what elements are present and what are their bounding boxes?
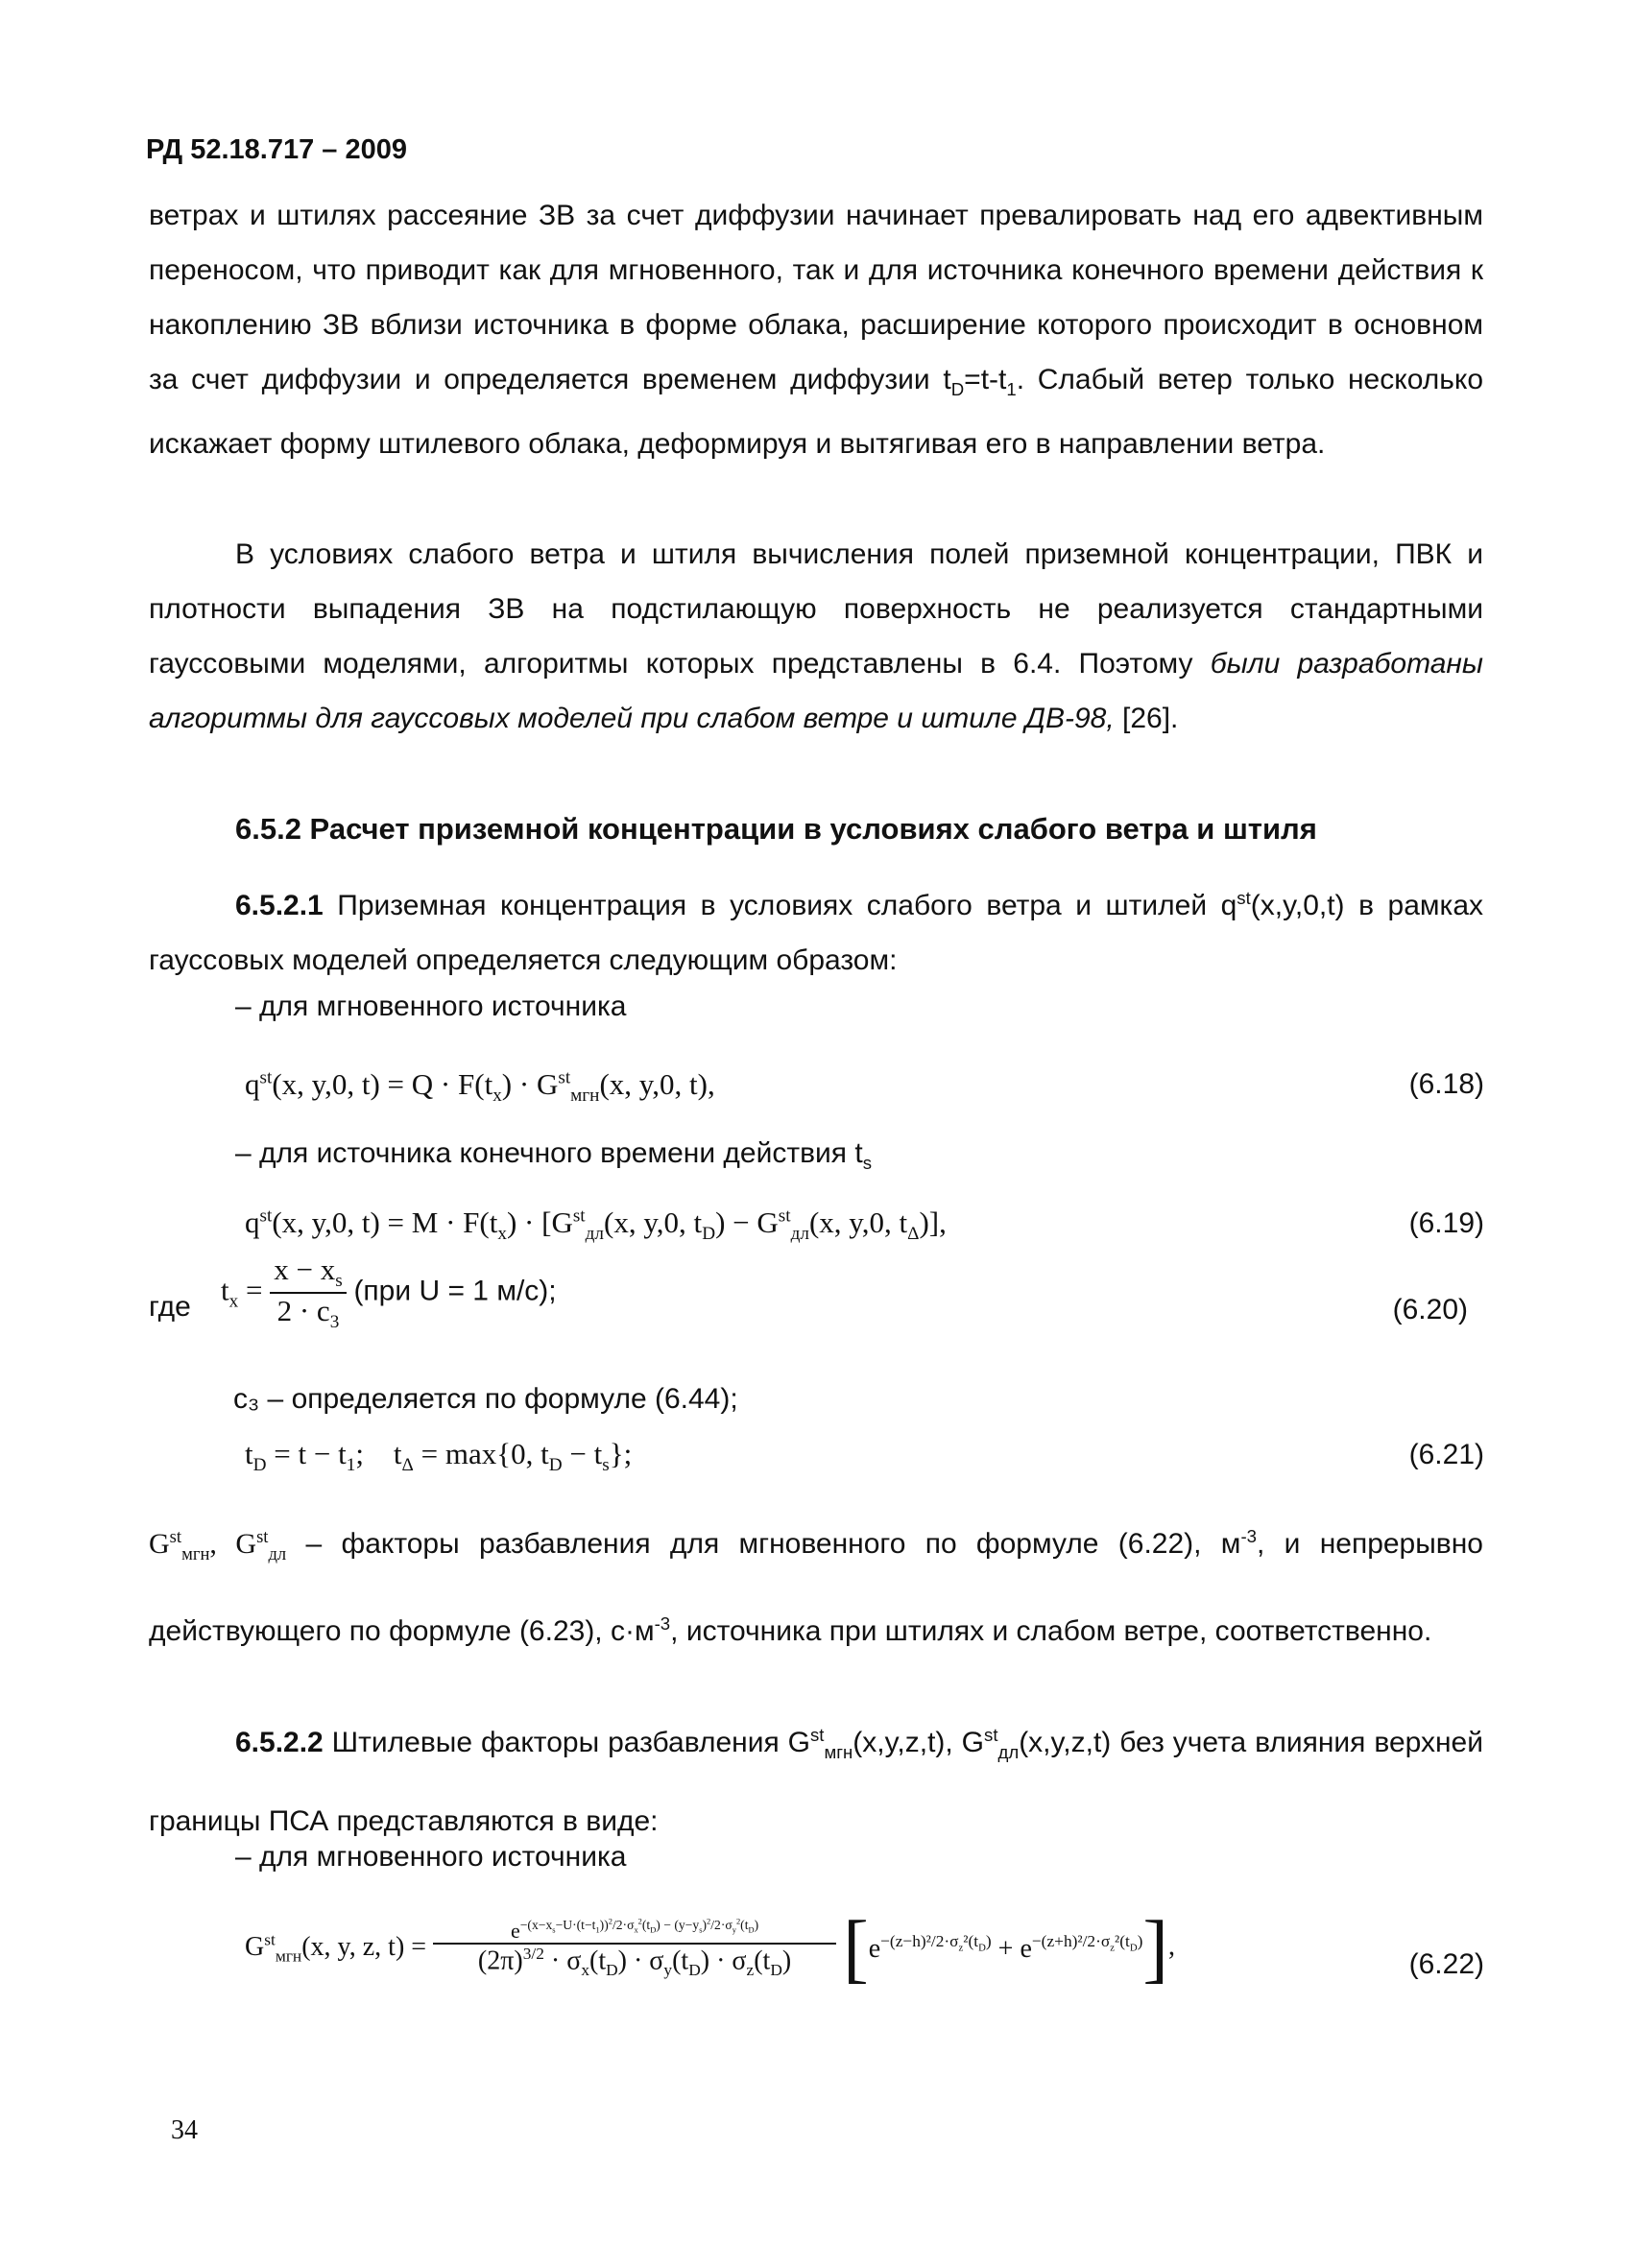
- equation-number-6-20: (6.20): [1392, 1294, 1468, 1325]
- equation-number-6-22: (6.22): [1408, 1948, 1484, 1980]
- formula-6-21: $t_D = t - t_1$; $t_\Delta = \max\{0$, $t_D - t_s$};: [245, 1437, 633, 1476]
- formula-6-20: $t_x$ = $\frac{x - x_s}{2 \cdot c_3}$ (при U = 1 м/с);: [221, 1253, 557, 1333]
- document-header: РД 52.18.717 – 2009: [146, 134, 408, 165]
- paragraph-1: ветрах и штилях рассеяние ЗВ за счет диффузии начинает превалировать над его адвективным переносом, что приводит как для мгновенного, так и для источника конечного времени действия к накоплению ЗВ вблизи источника в форме облака, расширение которого происходит в основном за счет диффузии и определяется временем диффузии $t_D=t-t_1$. Слабый ветер только несколько искажает форму штилевого облака, деформируя и вытягивая его в направлении ветра.: [149, 200, 1484, 460]
- formula-6-19: $q^{st}(x$, y,0, $t) = M \cdot F(t_x) \cdot [G^{st}_{дл}(x$, y,0, $t_D) - G^{st}_{дл}(x$, y,0, $t_\Delta$)],: [245, 1206, 947, 1245]
- paragraph-4: $G^{st}_{мгн}$, $G^{st}_{дл}$ – факторы разбавления для мгновенного по формуле (6.22), $м^{-3}$, и непрерывно действующего по формуле (6.23), $с\cdot м^{-3}$, источника при штилях и слабом ветре, соответственно.: [149, 1526, 1483, 1647]
- equation-number-6-19: (6.19): [1408, 1207, 1484, 1239]
- equation-number-6-21: (6.21): [1408, 1439, 1484, 1470]
- paragraph-2: В условиях слабого ветра и штиля вычисления полей приземной концентрации, ПВК и плотности выпадения ЗВ на подстилающую поверхность не реализуется стандартными гауссовыми моделями, алгоритмы которых представлены в 6.4. Поэтому были разработаны алгоритмы для гауссовых моделей при слабом ветре и штиле ДВ-98, [26].: [149, 538, 1483, 734]
- equation-number-6-18: (6.18): [1408, 1068, 1484, 1100]
- fraction: $\frac{x - x_s}{2 \cdot c_3}$: [270, 1253, 346, 1333]
- page-number: 34: [171, 2115, 198, 2145]
- list-item-finite-source: – для источника конечного времени действия $t_s$: [235, 1137, 873, 1173]
- formula-6-22: $G^{st}_{мгн}(x$, y, z, t) = $\frac{e^{-(x-x_s-U\cdot(t-t_1))^2/2\cdot\sigma_x^2(t_D) - (y-y_s)^2/2\cdot\sigma_y^2(t_D)}}{(2\pi)^{3/2} \cdot \sigma_x(t_D) \cdot \sigma_y(t_D) \cdot \sigma_z(t_D)}$ $[e^{-(z-h)^2/2\cdot\sigma_z^2(t_D)} + e^{-(z+h)^2/2\cdot\sigma_z^2(t_D)}]$,: [245, 1906, 1176, 1991]
- list-item-instant-source: – для мгновенного источника: [235, 991, 627, 1022]
- where-label: где: [149, 1291, 191, 1323]
- formula-6-18: $q^{st}(x$, y,0, $t) = Q \cdot F(t_x) \cdot G^{st}_{мгн}(x$, y,0, t),: [245, 1067, 715, 1107]
- paragraph-5: 6.5.2.2 Штилевые факторы разбавления $G^{st}_{мгн}(x,y,z,t)$, $G^{st}_{дл}(x,y,z,t)$ без учета влияния верхней границы ПСА представляются в виде:: [149, 1725, 1483, 1837]
- c3-definition: c₃ – определяется по формуле (6.44);: [233, 1383, 738, 1415]
- section-heading: 6.5.2 Расчет приземной концентрации в условиях слабого ветра и штиля: [235, 812, 1317, 846]
- paragraph-3: 6.5.2.1 Приземная концентрация в условиях слабого ветра и штилей $q^{st}(x,y,0,t)$ в рамках гауссовых моделей определяется следующим образом:: [149, 888, 1484, 976]
- list-item-instant-source-2: – для мгновенного источника: [235, 1841, 627, 1873]
